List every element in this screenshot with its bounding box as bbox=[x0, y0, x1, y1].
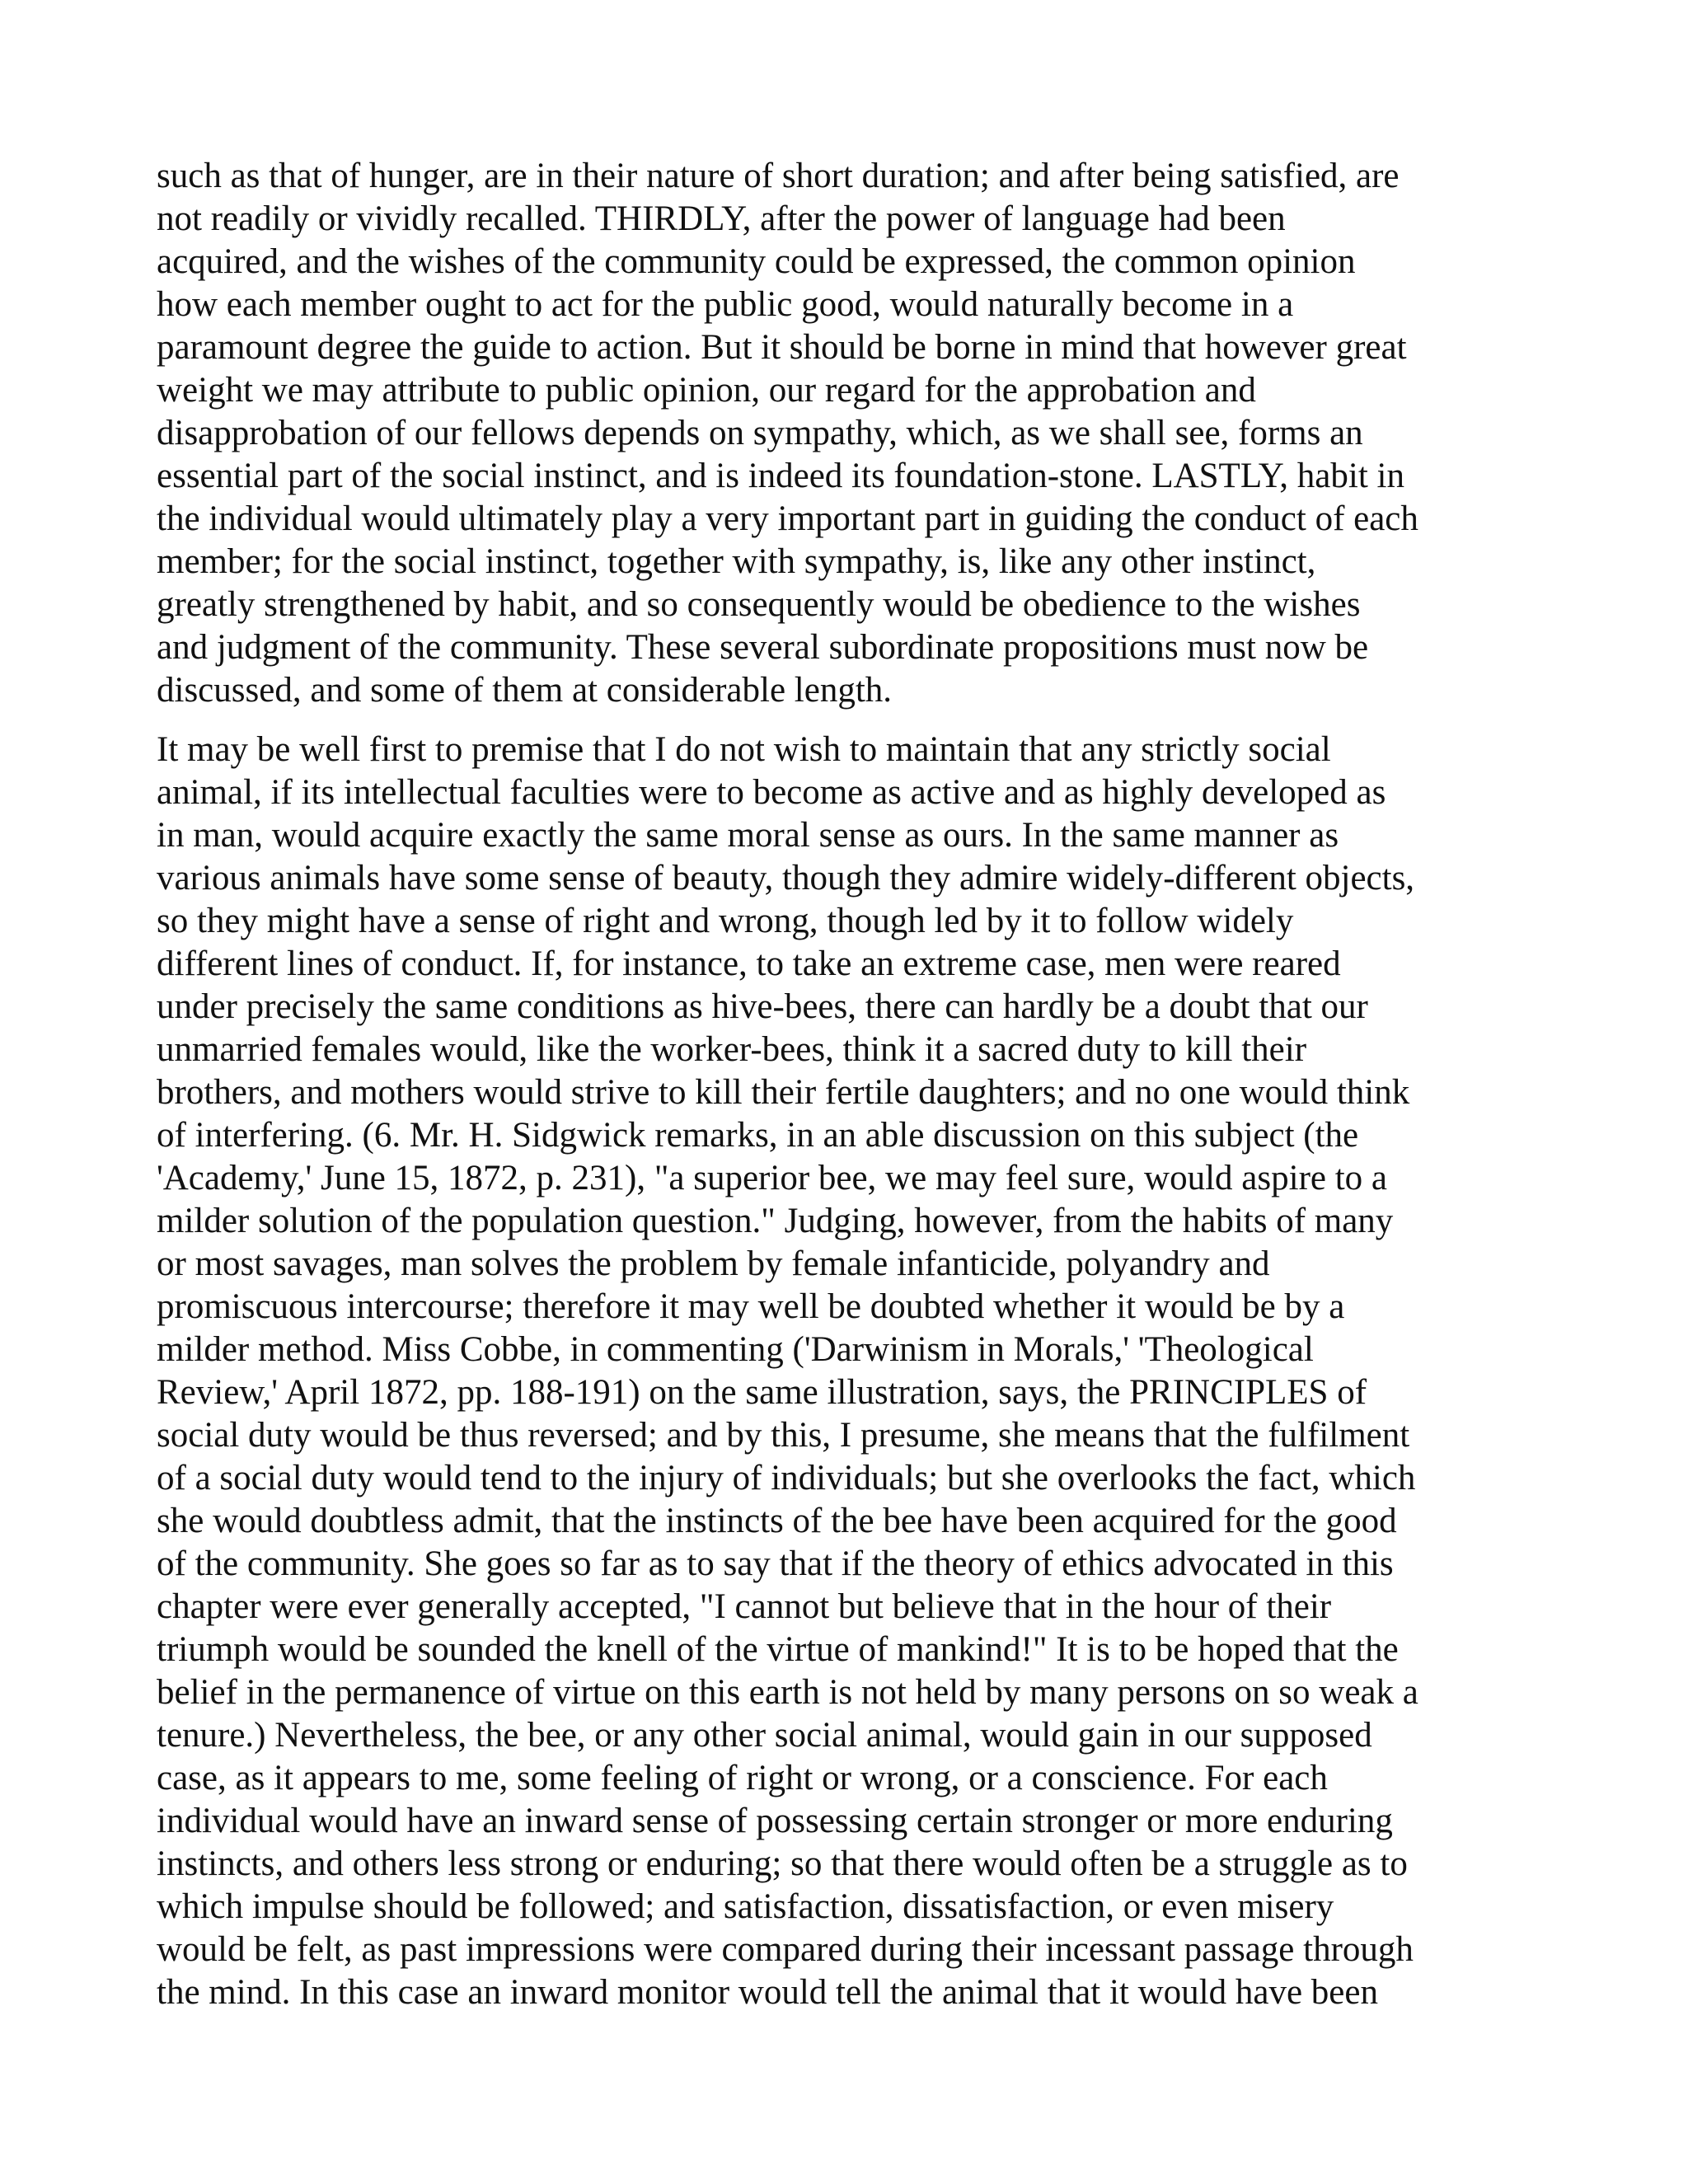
text-line: milder solution of the population question." Judging, however, from the habits of many bbox=[157, 1202, 1394, 1240]
text-line: such as that of hunger, are in their nature of short duration; and after being satisfied, are bbox=[157, 157, 1400, 195]
text-line: unmarried females would, like the worker-bees, think it a sacred duty to kill their bbox=[157, 1030, 1307, 1069]
text-line: case, as it appears to me, some feeling of right or wrong, or a conscience. For each bbox=[157, 1759, 1328, 1797]
text-line: how each member ought to act for the public good, would naturally become in a bbox=[157, 285, 1294, 324]
text-line: would be felt, as past impressions were compared during their incessant passage through bbox=[157, 1930, 1414, 1969]
text-line: milder method. Miss Cobbe, in commenting ('Darwinism in Morals,' 'Theological bbox=[157, 1330, 1314, 1369]
text-line: the mind. In this case an inward monitor would tell the animal that it would have been bbox=[157, 1973, 1378, 2012]
text-line: animal, if its intellectual faculties were to become as active and as highly developed as bbox=[157, 773, 1386, 812]
text-line: in man, would acquire exactly the same moral sense as ours. In the same manner as bbox=[157, 816, 1339, 855]
paragraph bbox=[157, 155, 1533, 712]
text-line: of the community. She goes so far as to say that if the theory of ethics advocated in this bbox=[157, 1544, 1394, 1583]
text-line: It may be well first to premise that I do not wish to maintain that any strictly social bbox=[157, 730, 1331, 769]
text-line: social duty would be thus reversed; and by this, I presume, she means that the fulfilment bbox=[157, 1416, 1410, 1455]
text-line: member; for the social instinct, together with sympathy, is, like any other instinct, bbox=[157, 542, 1316, 581]
text-line: essential part of the social instinct, and is indeed its foundation-stone. LASTLY, habit in bbox=[157, 457, 1404, 495]
paragraph bbox=[157, 729, 1533, 2014]
text-line: greatly strengthened by habit, and so consequently would be obedience to the wishes bbox=[157, 585, 1361, 624]
text-line: not readily or vividly recalled. THIRDLY, after the power of language had been bbox=[157, 199, 1286, 238]
text-line: Review,' April 1872, pp. 188-191) on the same illustration, says, the PRINCIPLES of bbox=[157, 1373, 1367, 1412]
document-page bbox=[157, 155, 1533, 2031]
text-line: individual would have an inward sense of possessing certain stronger or more enduring bbox=[157, 1802, 1393, 1840]
text-line: different lines of conduct. If, for instance, to take an extreme case, men were reared bbox=[157, 944, 1341, 983]
text-line: discussed, and some of them at considerable length. bbox=[157, 671, 893, 710]
text-line: acquired, and the wishes of the community could be expressed, the common opinion bbox=[157, 242, 1356, 281]
text-line: 'Academy,' June 15, 1872, p. 231), "a superior bee, we may feel sure, would aspire to a bbox=[157, 1159, 1388, 1197]
text-line: of a social duty would tend to the injury of individuals; but she overlooks the fact, which bbox=[157, 1459, 1416, 1497]
text-line: she would doubtless admit, that the instincts of the bee have been acquired for the good bbox=[157, 1502, 1397, 1540]
text-line: and judgment of the community. These several subordinate propositions must now be bbox=[157, 628, 1369, 667]
text-line: of interfering. (6. Mr. H. Sidgwick remarks, in an able discussion on this subject (the bbox=[157, 1116, 1359, 1155]
text-line: promiscuous intercourse; therefore it may well be doubted whether it would be by a bbox=[157, 1287, 1345, 1326]
text-line: weight we may attribute to public opinion, our regard for the approbation and bbox=[157, 371, 1256, 410]
text-line: tenure.) Nevertheless, the bee, or any other social animal, would gain in our supposed bbox=[157, 1716, 1372, 1755]
text-line: paramount degree the guide to action. But it should be borne in mind that however great bbox=[157, 328, 1407, 367]
text-line: the individual would ultimately play a very important part in guiding the conduct of each bbox=[157, 499, 1418, 538]
text-line: so they might have a sense of right and wrong, though led by it to follow widely bbox=[157, 902, 1294, 940]
text-line: under precisely the same conditions as hive-bees, there can hardly be a doubt that our bbox=[157, 987, 1368, 1026]
text-line: triumph would be sounded the knell of the virtue of mankind!" It is to be hoped that the bbox=[157, 1630, 1399, 1669]
text-line: chapter were ever generally accepted, "I cannot but believe that in the hour of their bbox=[157, 1587, 1332, 1626]
text-line: or most savages, man solves the problem by female infanticide, polyandry and bbox=[157, 1244, 1270, 1283]
text-line: which impulse should be followed; and satisfaction, dissatisfaction, or even misery bbox=[157, 1887, 1334, 1926]
text-line: brothers, and mothers would strive to kill their fertile daughters; and no one would think bbox=[157, 1073, 1410, 1112]
text-line: instincts, and others less strong or enduring; so that there would often be a struggle as to bbox=[157, 1844, 1408, 1883]
text-line: disapprobation of our fellows depends on sympathy, which, as we shall see, forms an bbox=[157, 414, 1363, 452]
text-line: belief in the permanence of virtue on this earth is not held by many persons on so weak a bbox=[157, 1673, 1418, 1712]
text-line: various animals have some sense of beauty, though they admire widely-different objects, bbox=[157, 859, 1415, 898]
